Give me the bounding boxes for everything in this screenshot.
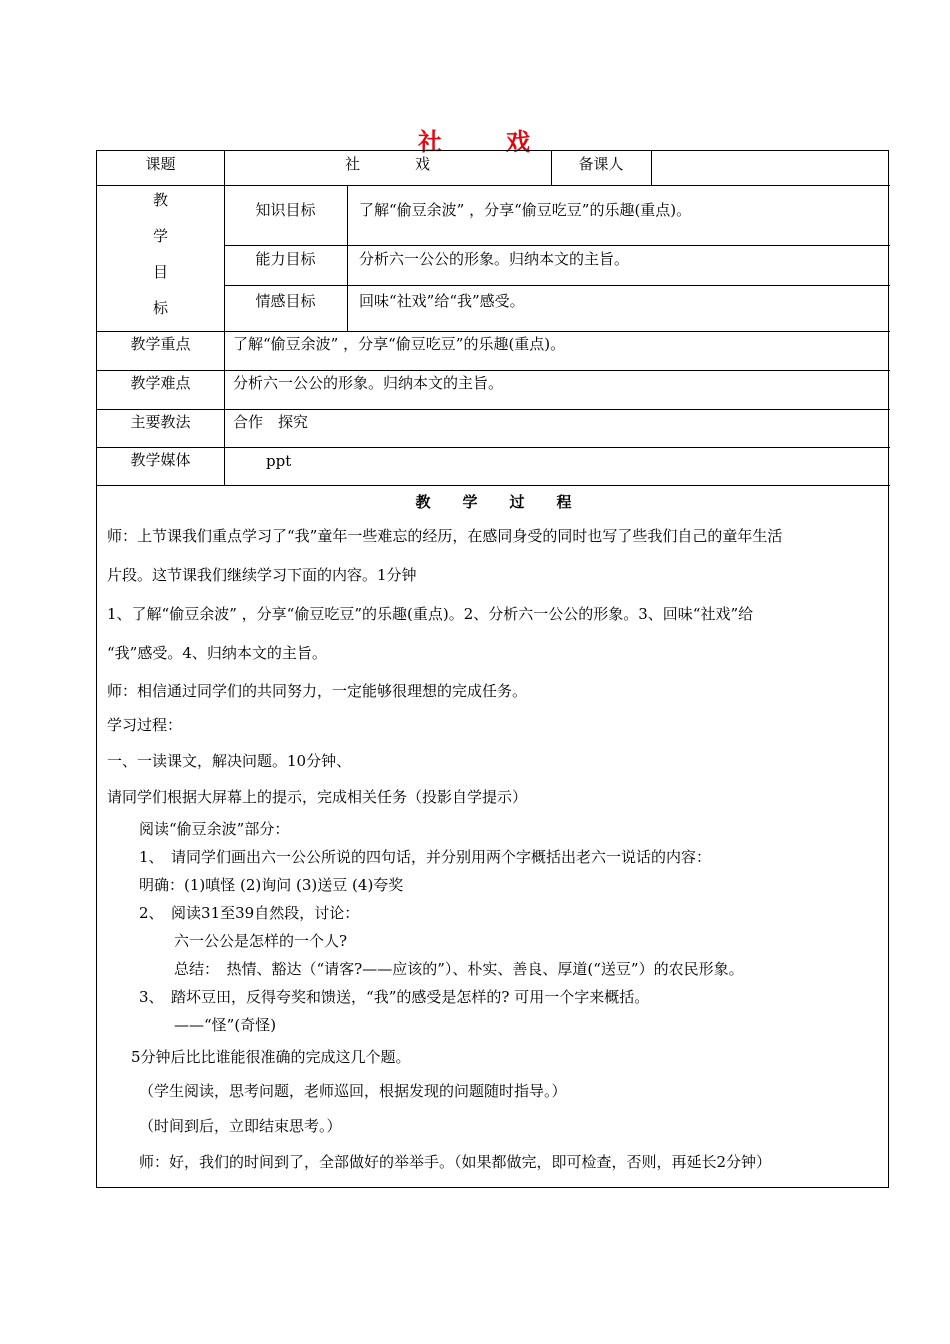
title-char-1: 社 [418,127,444,156]
subject-value-char-1: 社 [345,155,361,173]
process-line-1: 师：上节课我们重点学习了“我”童年一些难忘的经历，在感同身受的同时也写了些我们自己的童年生活 [107,527,783,545]
process-heading-char-4: 程 [556,493,572,511]
process-line-19: （时间到后，立即结束思考。） [139,1117,342,1135]
process-line-20: 师：好，我们的时间到了，全部做好的举举手。（如果都做完，即可检查，否则，再延长2分钟） [139,1153,772,1171]
media-label: 教学媒体 [130,451,191,469]
lesson-plan-table [96,150,889,1188]
process-line-8: 请同学们根据大屏幕上的提示，完成相关任务（投影自学提示） [107,788,528,806]
process-line-5: 师：相信通过同学们的共同努力，一定能够很理想的完成任务。 [107,682,528,700]
process-heading-char-3: 过 [509,493,525,511]
objectives-side-char-4: 标 [152,299,168,317]
difficulty-label: 教学难点 [130,374,191,392]
objectives-side-char-2: 学 [152,227,168,245]
process-line-6: 学习过程： [107,716,183,734]
process-line-14: 总结： 热情、豁达（“请客?——应该的”）、朴实、善良、厚道(“送豆”）的农民形象。 [174,960,744,978]
process-heading-char-2: 学 [462,493,478,511]
process-heading-char-1: 教 [415,493,431,511]
key-point-value: 了解“偷豆余波” ，分享“偷豆吃豆”的乐趣(重点)。 [233,335,566,353]
process-line-12: 2、 阅读31至39自然段，讨论： [139,904,360,922]
difficulty-value: 分析六一公公的形象。归纳本文的主旨。 [233,374,504,392]
process-line-7: 一、一读课文，解决问题。10分钟、 [107,752,352,770]
process-line-13: 六一公公是怎样的一个人? [174,932,348,950]
method-label: 主要教法 [130,413,191,431]
ability-objective-label: 能力目标 [255,250,316,268]
process-line-18: （学生阅读，思考问题，老师巡回，根据发现的问题随时指导。） [139,1082,567,1100]
title-char-2: 戏 [506,127,532,156]
objectives-side-char-3: 目 [152,263,168,281]
ability-objective-value: 分析六一公公的形象。归纳本文的主旨。 [359,250,630,268]
process-line-3: 1、了解“偷豆余波” ，分享“偷豆吃豆”的乐趣(重点)。2、分析六一公公的形象。3、回味“社戏”给 [107,605,754,623]
process-line-9: 阅读“偷豆余波”部分： [139,820,290,838]
process-line-15: 3、 踏坏豆田，反得夸奖和馈送，“我”的感受是怎样的? 可用一个字来概括。 [139,988,650,1006]
subject-label: 课题 [145,155,176,173]
process-line-17: 5分钟后比比谁能很准确的完成这几个题。 [131,1048,411,1066]
objectives-side-char-1: 教 [152,191,168,209]
process-line-11: 明确：(1)嗔怪 (2)询问 (3)送豆 (4)夸奖 [139,876,404,894]
process-line-10: 1、 请同学们画出六一公公所说的四句话，并分别用两个字概括出老六一说话的内容： [139,848,712,866]
knowledge-objective-value: 了解“偷豆余波” ，分享“偷豆吃豆”的乐趣(重点)。 [359,201,692,219]
process-heading [97,491,890,512]
knowledge-objective-label: 知识目标 [255,201,316,219]
emotion-objective-label: 情感目标 [255,292,316,310]
process-line-16: ——“怪”(奇怪) [174,1016,277,1034]
media-value: ppt [266,452,292,470]
key-point-label: 教学重点 [130,335,191,353]
method-value: 合作 探究 [233,413,309,431]
process-line-4: “我”感受。4、归纳本文的主旨。 [107,644,327,662]
subject-value-char-2: 戏 [415,155,431,173]
emotion-objective-value: 回味“社戏”给“我”感受。 [359,292,525,310]
preparer-label: 备课人 [578,155,624,173]
process-line-2: 片段。这节课我们继续学习下面的内容。1分钟 [107,566,417,584]
